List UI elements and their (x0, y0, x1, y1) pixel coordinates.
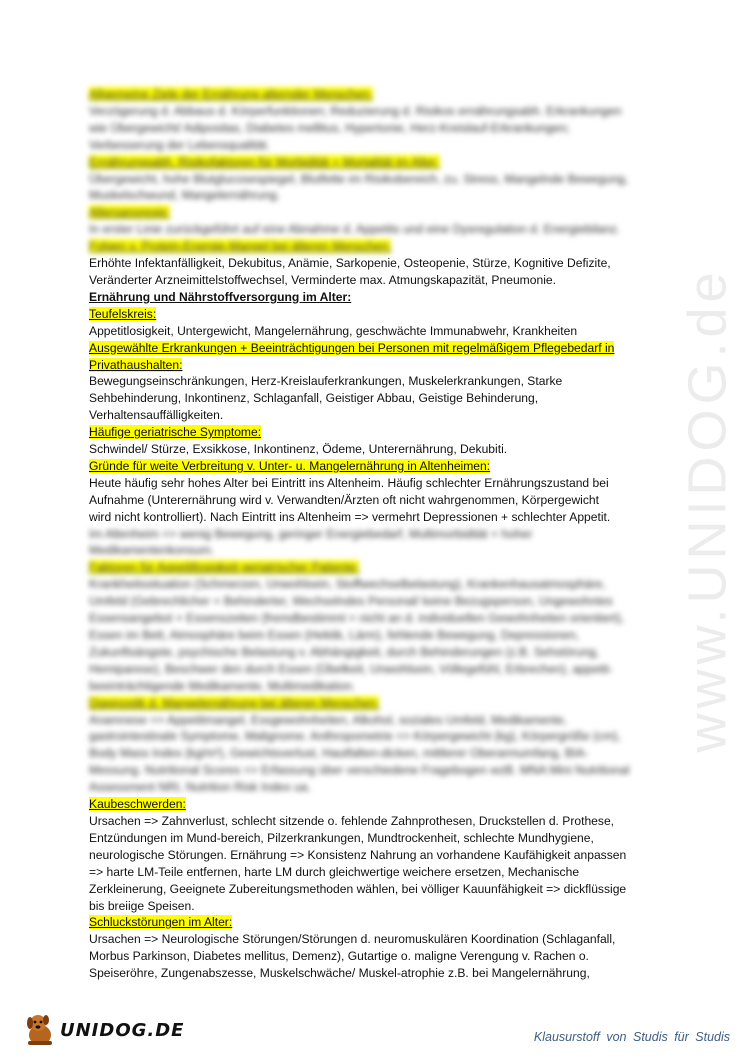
body-text-line: Muskelschwund, Mangelernährung. (89, 188, 280, 203)
document-section (89, 914, 651, 982)
body-text-line: In erster Linie zurückgeführt auf eine Abnahme d. Appetits und eine Dysregulation d. Energiebilanz. (89, 222, 621, 237)
document-section (89, 695, 651, 796)
body-text-line: Essen im Bett, Atmosphäre beim Essen (Hektik, Lärm), fehlende Bewegung, Depressionen, (89, 628, 580, 642)
section-heading: Allgemeine Ziele der Ernährung alternder Menschen: (89, 87, 373, 101)
footer-logo (22, 1010, 184, 1050)
body-text-line: Messung. Nutritional Scores => Erfassung über verschiedene Fragebogen wzB. MNA Mini Nutritional (89, 763, 630, 778)
document-section (89, 340, 651, 425)
document-section (89, 255, 651, 289)
section-heading: Altersanorexie: (89, 205, 170, 220)
body-text-line: Schwindel/ Stürze, Exsikkose, Inkontinenz, Ödeme, Unterernährung, Dekubiti. (89, 442, 508, 457)
document-section (89, 559, 651, 694)
body-text-line: Body Mass Index (kg/m²), Gewichtsverlust, Hautfalten-dicken, mittlerer Oberarmumfang, BIA- (89, 746, 589, 761)
body-text-line: Heute häufig sehr hohes Alter bei Eintritt ins Altenheim. Häufig schlechter Ernährungszustand bei (89, 475, 609, 490)
document-section (89, 306, 651, 340)
body-text-line: Zukunftsängste, psychische Belastung v. Abhängigkeit, durch Behinderungen (z.B. Sehstörung, (89, 644, 600, 659)
document-section (89, 796, 651, 914)
body-text-line: Hemiparese), Beschwer den durch Essen (Übelkeit, Unwohlsein, Völlegefühl, Erbrechen), appetit- (89, 661, 613, 676)
body-text-line: bis breiige Speisen. (89, 898, 195, 913)
section-heading-continued: Privathaushalten: (89, 357, 183, 372)
body-text-line: Medikamentenkonsum. (89, 543, 215, 558)
body-text-line: gastrointestinale Symptome, Malignome. Anthropometrie => Körpergewicht (kg), Körpergröße (cm), (89, 729, 621, 744)
watermark (668, 267, 748, 753)
body-text-line: Entzündungen im Mund-bereich, Pilzerkrankungen, Mundtrockenheit, schlechte Mundhygiene, (89, 830, 594, 845)
body-text-line: Anamnese => Appetitmangel, Essgewohnheiten, Alkohol, soziales Umfeld, Medikamente, (89, 712, 567, 727)
body-text-line: Zerkleinerung, Geeignete Zubereitungsmethoden wählen, bei völliger Kauunfähigkeit => dickflüssige (89, 881, 627, 896)
section-heading: Faktoren für Appetitlosigkeit geriatrischer Patiente: (89, 560, 360, 575)
body-text-line: Appetitlosigkeit, Untergewicht, Mangelernährung, geschwächte Immunabwehr, Krankheiten (89, 323, 578, 338)
body-text-line: Krankheitssituation (Schmerzen, Unwohlsein, Stoffwechselbelastung), Krankenhausatmosphäre, (89, 577, 606, 592)
dog-mascot-icon (22, 1011, 58, 1049)
document-section (89, 238, 651, 255)
body-text-line: Verbesserung der Lebensqualität. (89, 137, 270, 152)
body-text-line: Verhaltensauffälligkeiten. (89, 408, 224, 423)
body-text-line: Im Altenheim => wenig Bewegung, geringer Energiebedarf, Multimorbidität + hoher (89, 526, 533, 541)
watermark-text: www.UNIDOG.de (678, 267, 738, 753)
section-heading: Schluckstörungen im Alter: (89, 915, 233, 930)
body-text-line: Sehbehinderung, Inkontinenz, Schlaganfall, Geistiger Abbau, Geistige Behinderung, (89, 391, 539, 406)
document-section (89, 289, 651, 306)
section-heading: Gründe für weite Verbreitung v. Unter- u. Mangelernährung in Altenheimen: (89, 458, 491, 473)
body-text-line: Umfeld (Gebrechlicher + Behinderter, Wechselndes Personal/ keine Bezugsperson, Ungewohntes (89, 594, 613, 609)
section-heading: Diagnostik d. Mangelernährung bei älteren Menschen: (89, 695, 380, 710)
section-heading: Häufige geriatrische Symptome: (89, 425, 262, 440)
section-heading: Kaubeschwerden: (89, 797, 186, 812)
document-section (89, 526, 651, 560)
footer-logo-text: UNIDOG.DE (60, 1019, 185, 1041)
body-text-line: beeinträchtigende Medikamente, Multimedikation. (89, 678, 356, 693)
body-text-line: Übergewicht, hohe Blutglucosespiegel, Blutfette im Risikobereich, zu. Stress, Mangelnde Bewegung, (89, 171, 629, 186)
document-section (89, 154, 651, 205)
body-text-line: Speiseröhre, Zungenabszesse, Muskelschwäche/ Muskel-atrophie z.B. bei Mangelernährung, (89, 966, 590, 981)
body-text-line: Morbus Parkinson, Diabetes mellitus, Demenz), Gutartige o. maligne Verengung v. Rachen o. (89, 949, 589, 964)
body-text-line: Verzögerung d. Abbaus d. Körperfunktionen; Reduzierung d. Risikos ernährungsabh. Erkrankungen (89, 103, 622, 118)
document-section (89, 204, 651, 238)
body-text-line: wird nicht kontrolliert). Nach Eintritt ins Altenheim => vermehrt Depressionen + schlechter Appetit. (89, 509, 611, 524)
body-text-line: => harte LM-Teile entfernen, harte LM durch gleichwertige weichere ersetzen, Mechanische (89, 864, 580, 879)
body-text-line: Veränderter Arzneimittelstoffwechsel, Verminderte max. Atmungskapazität, Pneumonie. (89, 272, 556, 287)
body-text-line: Assessment NRI, Nutrition Risk Index ua. (89, 780, 311, 795)
section-heading: Teufelskreis: (89, 306, 157, 321)
document-section (89, 86, 651, 154)
section-heading: Folgen v. Protein-Energie-Mangel bei älteren Menschen: (89, 239, 392, 254)
section-heading: Ernährung und Nährstoffversorgung im Alter: (89, 289, 352, 304)
body-text-line: Erhöhte Infektanfälligkeit, Dekubitus, Anämie, Sarkopenie, Osteopenie, Stürze, Kognitive Defizite, (89, 256, 611, 271)
document-content (89, 86, 651, 982)
body-text-line: Ursachen => Zahnverlust, schlecht sitzende o. fehlende Zahnprothesen, Druckstellen d. Prothese, (89, 813, 615, 828)
document-section (89, 424, 651, 458)
body-text-line: Essensangebot + Essenszeiten (fremdbestimmt = nicht an d. individuellen Gewohnheiten orientiert), (89, 611, 625, 626)
body-text-line: wie Übergewicht/ Adipositas, Diabetes mellitus, Hypertonie, Herz-Kreislauf-Erkrankungen; (89, 120, 570, 135)
footer-tagline: Klausurstoff von Studis für Studis (533, 1030, 730, 1044)
body-text-line: Ursachen => Neurologische Störungen/Störungen d. neuromuskulären Koordination (Schlaganfall, (89, 932, 616, 947)
section-heading: Ausgewählte Erkrankungen + Beeinträchtigungen bei Personen mit regelmäßigem Pflegebedarf in (89, 340, 615, 355)
document-section (89, 458, 651, 526)
section-heading: Ernährungsabh. Risikofaktoren für Morbidität + Mortalität im Alter: (89, 154, 440, 169)
body-text-line: Bewegungseinschränkungen, Herz-Kreislauferkrankungen, Muskelerkrankungen, Starke (89, 374, 563, 389)
body-text-line: neurologische Störungen. Ernährung => Konsistenz Nahrung an vorhandene Kaufähigkeit anpassen (89, 847, 627, 862)
body-text-line: Aufnahme (Unterernährung wird v. Verwandten/Ärzten oft nicht wahrgenommen, Körpergewicht (89, 492, 599, 507)
